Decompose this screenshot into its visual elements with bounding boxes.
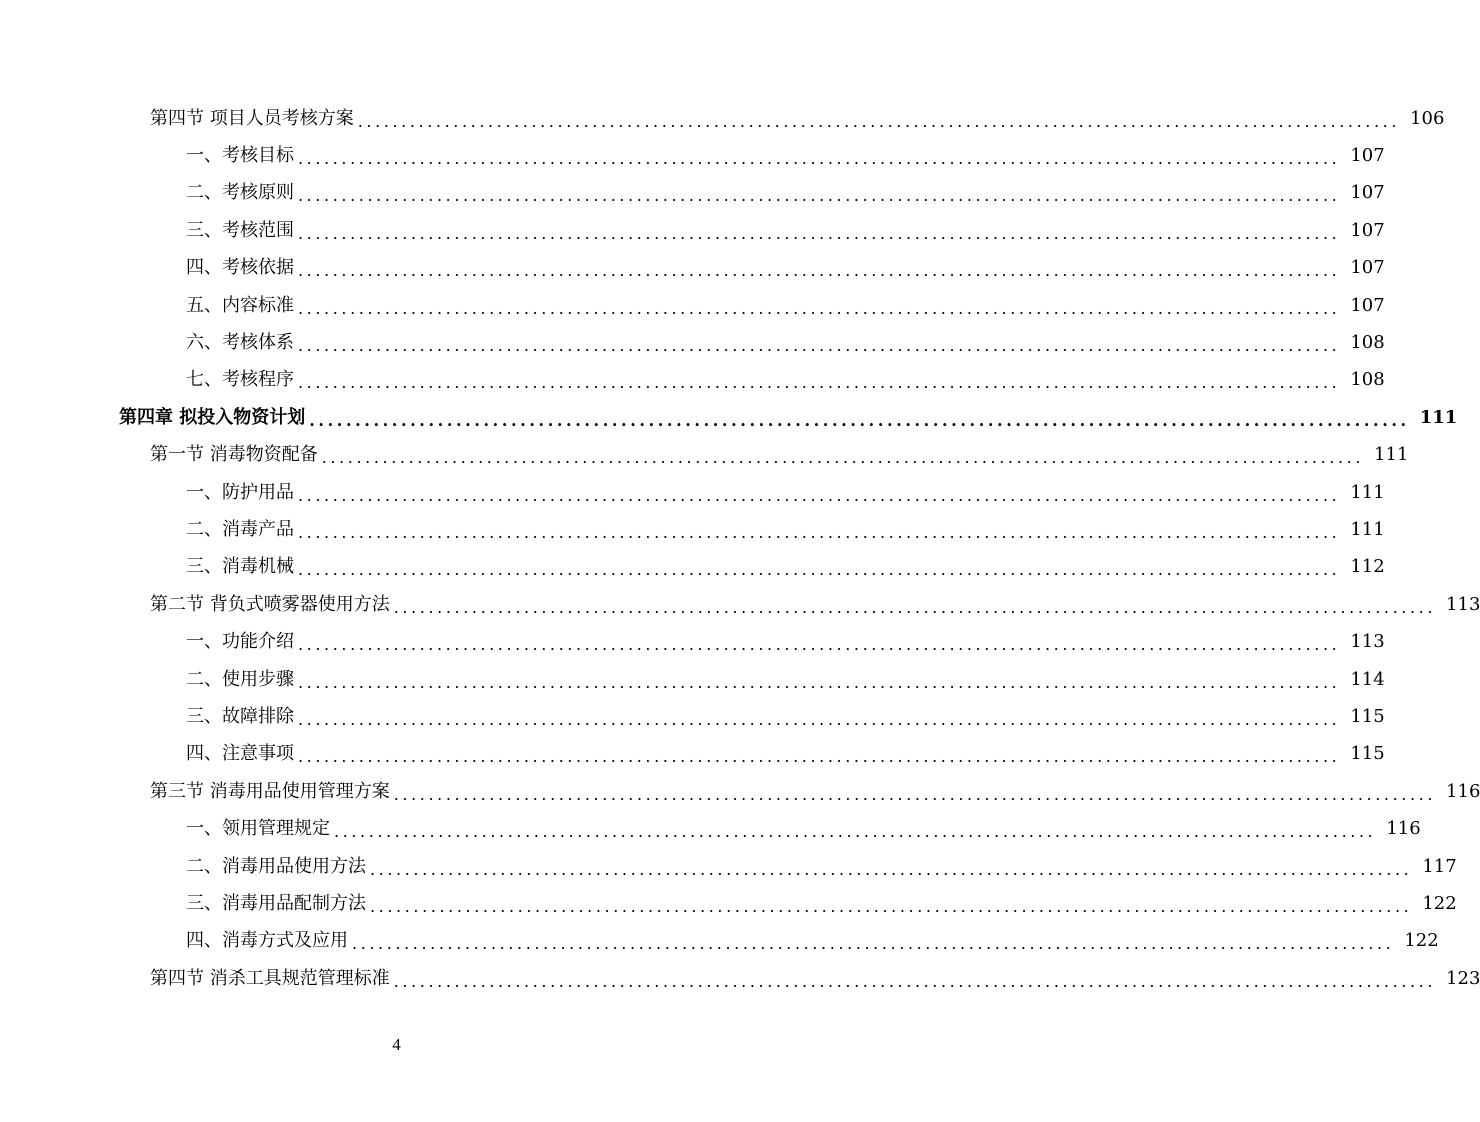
toc-subsection-entry[interactable]	[0, 810, 1421, 847]
toc-subsection-entry[interactable]	[0, 923, 1439, 960]
toc-section-entry[interactable]	[0, 100, 1445, 137]
toc-entry-label: 第四节 消杀工具规范管理标准	[150, 967, 390, 989]
toc-entry-label: 第四节 项目人员考核方案	[150, 107, 354, 129]
toc-entry-page: 111	[1419, 406, 1458, 428]
toc-dot-leader: ........................................................................................................................	[298, 709, 1341, 729]
toc-entry-label: 四、考核依据	[186, 257, 294, 279]
toc-subsection-entry[interactable]	[0, 324, 1385, 361]
toc-entry-page: 123	[1446, 967, 1480, 989]
toc-dot-leader: ........................................................................................................................	[298, 485, 1341, 505]
toc-entry-page: 108	[1350, 332, 1385, 354]
toc-dot-leader: ........................................................................................................................	[370, 859, 1413, 879]
toc-entry-label: 一、防护用品	[186, 481, 294, 503]
toc-chapter-entry[interactable]	[0, 399, 1458, 436]
toc-section-entry[interactable]	[0, 586, 1480, 623]
toc-entry-page: 114	[1350, 668, 1385, 690]
toc-dot-leader: ........................................................................................................................	[393, 784, 1437, 804]
toc-entry-page: 122	[1422, 892, 1457, 914]
toc-entry-label: 三、故障排除	[186, 705, 294, 727]
toc-entry-page: 117	[1422, 855, 1457, 877]
toc-entry-label: 第一节 消毒物资配备	[150, 444, 318, 466]
toc-dot-leader: ........................................................................................................................	[321, 448, 1365, 468]
toc-dot-leader: ........................................................................................................................	[393, 971, 1437, 991]
toc-entry-page: 116	[1446, 780, 1480, 802]
toc-subsection-entry[interactable]	[0, 698, 1385, 735]
toc-entry-label: 三、考核范围	[186, 219, 294, 241]
toc-entry-page: 107	[1350, 145, 1385, 167]
toc-entry-label: 四、消毒方式及应用	[186, 930, 348, 952]
toc-subsection-entry[interactable]	[0, 212, 1385, 249]
toc-subsection-entry[interactable]	[0, 175, 1385, 212]
toc-subsection-entry[interactable]	[0, 885, 1457, 922]
toc-entry-page: 113	[1446, 593, 1480, 615]
toc-entry-label: 六、考核体系	[186, 332, 294, 354]
toc-entry-label: 三、消毒机械	[186, 556, 294, 578]
toc-subsection-entry[interactable]	[0, 736, 1385, 773]
toc-dot-leader: ........................................................................................................................	[352, 934, 1395, 954]
toc-subsection-entry[interactable]	[0, 250, 1385, 287]
toc-dot-leader: ........................................................................................................................	[393, 597, 1437, 617]
toc-dot-leader: ........................................................................................................................	[334, 822, 1377, 842]
toc-entry-page: 106	[1410, 107, 1445, 129]
toc-entry-label: 二、消毒产品	[186, 518, 294, 540]
toc-dot-leader: ........................................................................................................................	[370, 896, 1413, 916]
toc-entry-page: 112	[1350, 556, 1385, 578]
toc-entry-page: 108	[1350, 369, 1385, 391]
toc-entry-page: 116	[1386, 818, 1421, 840]
toc-dot-leader: ........................................................................................................................	[298, 747, 1341, 767]
toc-entry-label: 第三节 消毒用品使用管理方案	[150, 780, 390, 802]
toc-entry-label: 二、使用步骤	[186, 668, 294, 690]
toc-dot-leader: ........................................................................................................................	[298, 261, 1341, 281]
toc-entry-label: 一、考核目标	[186, 145, 294, 167]
toc-section-entry[interactable]	[0, 960, 1480, 997]
toc-entry-page: 107	[1350, 257, 1385, 279]
toc-dot-leader: ........................................................................................................................	[298, 298, 1341, 318]
toc-entry-page: 122	[1404, 930, 1439, 952]
toc-entry-page: 111	[1350, 518, 1385, 540]
toc-entry-page: 115	[1350, 743, 1385, 765]
toc-subsection-entry[interactable]	[0, 362, 1385, 399]
toc-entry-label: 三、消毒用品配制方法	[186, 892, 366, 914]
toc-section-entry[interactable]	[0, 773, 1480, 810]
toc-entry-page: 115	[1350, 705, 1385, 727]
table-of-contents	[0, 100, 1480, 997]
toc-dot-leader: ........................................................................................................................	[298, 186, 1341, 206]
toc-subsection-entry[interactable]	[0, 474, 1385, 511]
toc-subsection-entry[interactable]	[0, 549, 1385, 586]
toc-dot-leader: ........................................................................................................................	[298, 560, 1341, 580]
toc-entry-page: 111	[1350, 481, 1385, 503]
toc-subsection-entry[interactable]	[0, 623, 1385, 660]
toc-section-entry[interactable]	[0, 437, 1409, 474]
toc-entry-label: 二、消毒用品使用方法	[186, 855, 366, 877]
toc-entry-page: 111	[1374, 444, 1409, 466]
toc-subsection-entry[interactable]	[0, 511, 1385, 548]
toc-entry-label: 七、考核程序	[186, 369, 294, 391]
toc-entry-label: 二、考核原则	[186, 182, 294, 204]
toc-dot-leader: ........................................................................................................................	[298, 672, 1341, 692]
toc-entry-page: 107	[1350, 219, 1385, 241]
toc-subsection-entry[interactable]	[0, 287, 1385, 324]
toc-dot-leader: ........................................................................................................................	[298, 223, 1341, 243]
toc-subsection-entry[interactable]	[0, 661, 1385, 698]
toc-dot-leader: ........................................................................................................................	[309, 410, 1410, 430]
toc-dot-leader: ........................................................................................................................	[298, 635, 1341, 655]
toc-dot-leader: ........................................................................................................................	[298, 149, 1341, 169]
toc-dot-leader: ........................................................................................................................	[298, 522, 1341, 542]
toc-dot-leader: ........................................................................................................................	[357, 111, 1401, 131]
toc-entry-label: 一、功能介绍	[186, 631, 294, 653]
page-number: 4	[392, 1035, 401, 1054]
toc-dot-leader: ........................................................................................................................	[298, 336, 1341, 356]
toc-entry-label: 四、注意事项	[186, 743, 294, 765]
toc-dot-leader: ........................................................................................................................	[298, 373, 1341, 393]
toc-entry-page: 113	[1350, 631, 1385, 653]
toc-subsection-entry[interactable]	[0, 848, 1457, 885]
toc-entry-label: 一、领用管理规定	[186, 818, 330, 840]
toc-entry-page: 107	[1350, 182, 1385, 204]
toc-entry-label: 第四章 拟投入物资计划	[119, 406, 306, 428]
toc-entry-label: 第二节 背负式喷雾器使用方法	[150, 593, 390, 615]
toc-entry-label: 五、内容标准	[186, 294, 294, 316]
toc-subsection-entry[interactable]	[0, 137, 1385, 174]
toc-entry-page: 107	[1350, 294, 1385, 316]
